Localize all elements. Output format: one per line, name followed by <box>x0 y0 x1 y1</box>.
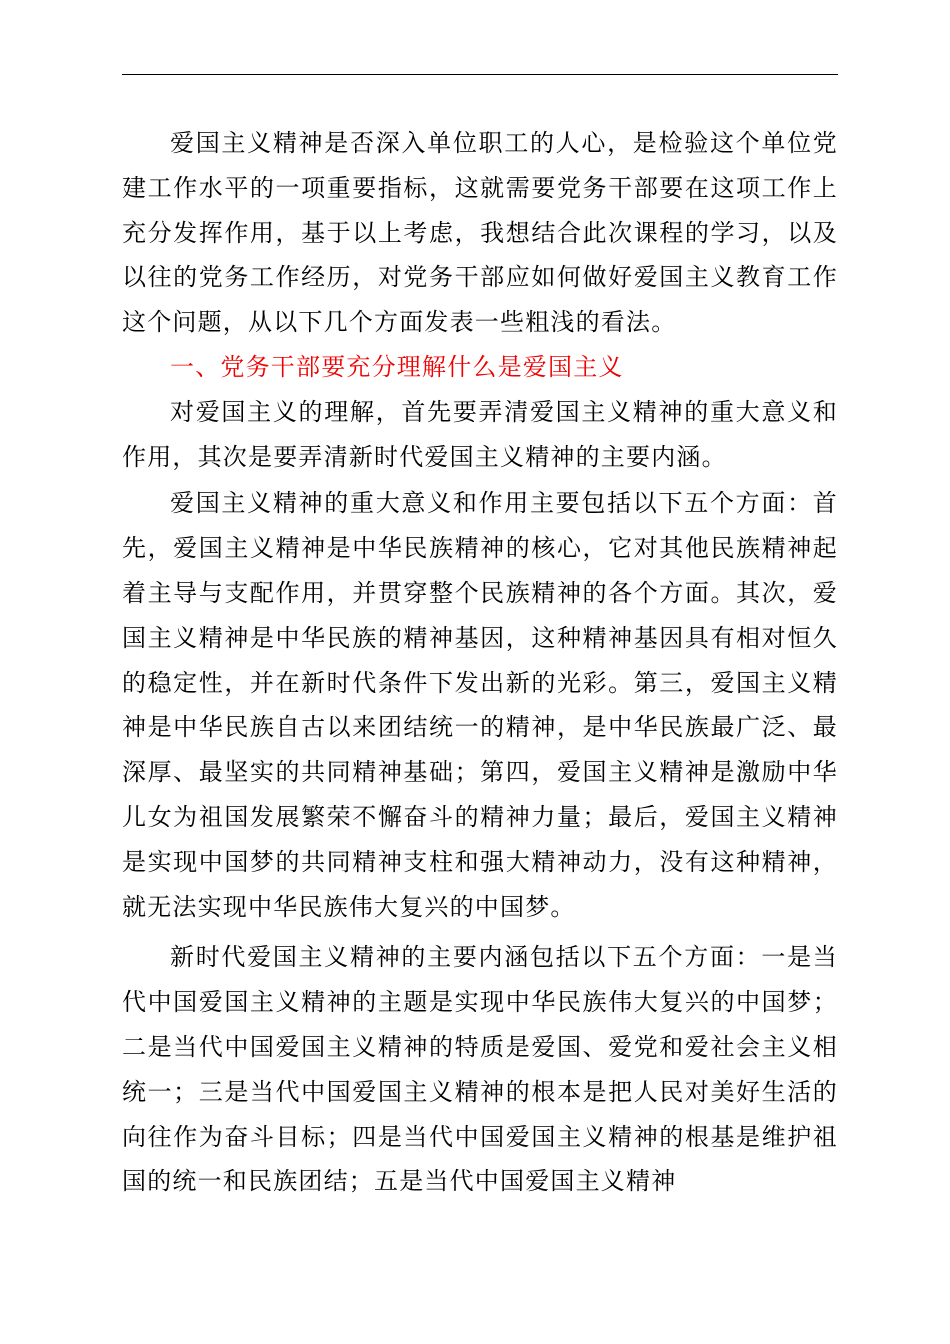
header-rule <box>122 74 838 75</box>
understanding-paragraph: 对爱国主义的理解，首先要弄清爱国主义精神的重大意义和作用，其次是要弄清新时代爱国主义精神的主要内涵。 <box>122 397 838 471</box>
connotation-paragraph: 新时代爱国主义精神的主要内涵包括以下五个方面：一是当代中国爱国主义精神的主题是实现中华民族伟大复兴的中国梦；二是当代中国爱国主义精神的特质是爱国、爱党和爱社会主义相统一；三是当代中国爱国主义精神的根本是把人民对美好生活的向往作为奋斗目标；四是当代中国爱国主义精神的根基是维护祖国的统一和民族团结；五是当代中国爱国主义精神 <box>122 943 838 1196</box>
intro-paragraph: 爱国主义精神是否深入单位职工的人心，是检验这个单位党建工作水平的一项重要指标，这就需要党务干部要在这项工作上充分发挥作用，基于以上考虑，我想结合此次课程的学习，以及以往的党务工作经历，对党务干部应如何做好爱国主义教育工作这个问题，从以下几个方面发表一些粗浅的看法。 <box>122 129 838 337</box>
document-body <box>122 121 838 1204</box>
significance-paragraph: 爱国主义精神的重大意义和作用主要包括以下五个方面：首先，爱国主义精神是中华民族精神的核心，它对其他民族精神起着主导与支配作用，并贯穿整个民族精神的各个方面。其次，爱国主义精神是中华民族的精神基因，这种精神基因具有相对恒久的稳定性，并在新时代条件下发出新的光彩。第三，爱国主义精神是中华民族自古以来团结统一的精神，是中华民族最广泛、最深厚、最坚实的共同精神基础；第四，爱国主义精神是激励中华儿女为祖国发展繁荣不懈奋斗的精神力量；最后，爱国主义精神是实现中国梦的共同精神支柱和强大精神动力，没有这种精神，就无法实现中华民族伟大复兴的中国梦。 <box>122 489 838 921</box>
section-heading: 一、党务干部要充分理解什么是爱国主义 <box>170 352 624 381</box>
